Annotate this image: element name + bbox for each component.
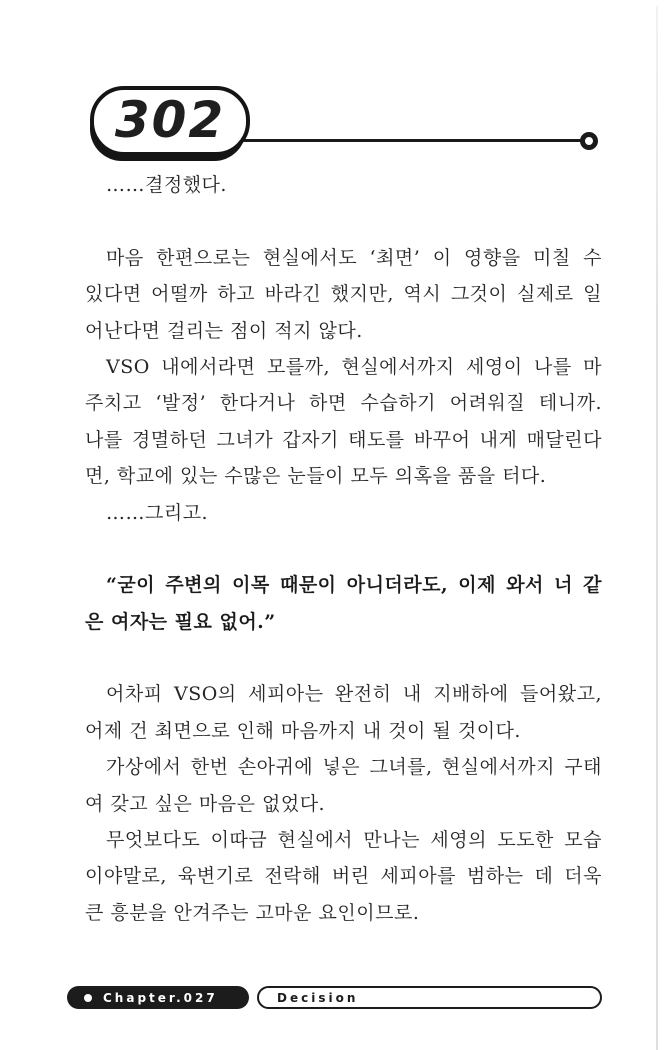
bullet-dot-icon <box>84 994 92 1002</box>
text-line: 은 여자는 필요 없어.” <box>85 610 276 633</box>
page-number-badge <box>90 86 250 156</box>
chapter-label: Chapter.027 <box>103 990 218 1005</box>
text-line: 가상에서 한번 손아귀에 넣은 그녀를, 현실에서까지 구태 <box>106 756 602 779</box>
text-line-blank <box>85 531 602 567</box>
text-line: ……결정했다. <box>106 174 227 196</box>
text-line: VSO 내에서라면 모를까, 현실에서까지 세영이 나를 마 <box>106 355 602 378</box>
rule-end-ring-icon <box>580 132 598 150</box>
body-text <box>85 167 602 931</box>
text-line: 주치고 ‘발정’ 한다거나 하면 수습하기 어려워질 테니까. <box>85 392 602 415</box>
text-line: 어차피 VSO의 세피아는 완전히 내 지배하에 들어왔고, <box>106 683 602 706</box>
text-line: 여 갖고 싶은 마음은 없었다. <box>85 792 326 815</box>
chapter-pill <box>67 986 249 1009</box>
text-line: 어제 건 최면으로 인해 마음까지 내 것이 될 것이다. <box>85 719 521 742</box>
text-line-blank <box>85 640 602 676</box>
text-line: 있다면 어떨까 하고 바라긴 했지만, 역시 그것이 실제로 일 <box>85 283 602 306</box>
text-line: 이야말로, 육변기로 전락해 버린 세피아를 범하는 데 더욱 <box>85 865 602 888</box>
text-line-blank <box>85 203 602 239</box>
text-line: “굳이 주변의 이목 때문이 아니더라도, 이제 와서 너 같 <box>106 574 602 597</box>
text-line: 어난다면 걸리는 점이 적지 않다. <box>85 319 363 342</box>
text-line: 나를 경멸하던 그녀가 갑자기 태도를 바꾸어 내게 매달린다 <box>85 428 602 451</box>
section-pill <box>257 986 602 1009</box>
section-label: Decision <box>277 990 359 1005</box>
page-edge-line <box>656 6 658 1050</box>
header-rule <box>230 139 582 142</box>
text-line: 면, 학교에 있는 수많은 눈들이 모두 의혹을 품을 터다. <box>85 465 547 488</box>
text-line: 마음 한편으로는 현실에서도 ‘최면’ 이 영향을 미칠 수 <box>106 246 602 269</box>
text-line: 큰 흥분을 안겨주는 고마운 요인이므로. <box>85 901 420 924</box>
text-line: ……그리고. <box>106 501 209 524</box>
page-number: 302 <box>114 91 226 149</box>
text-line: 무엇보다도 이따금 현실에서 만나는 세영의 도도한 모습 <box>106 829 602 852</box>
